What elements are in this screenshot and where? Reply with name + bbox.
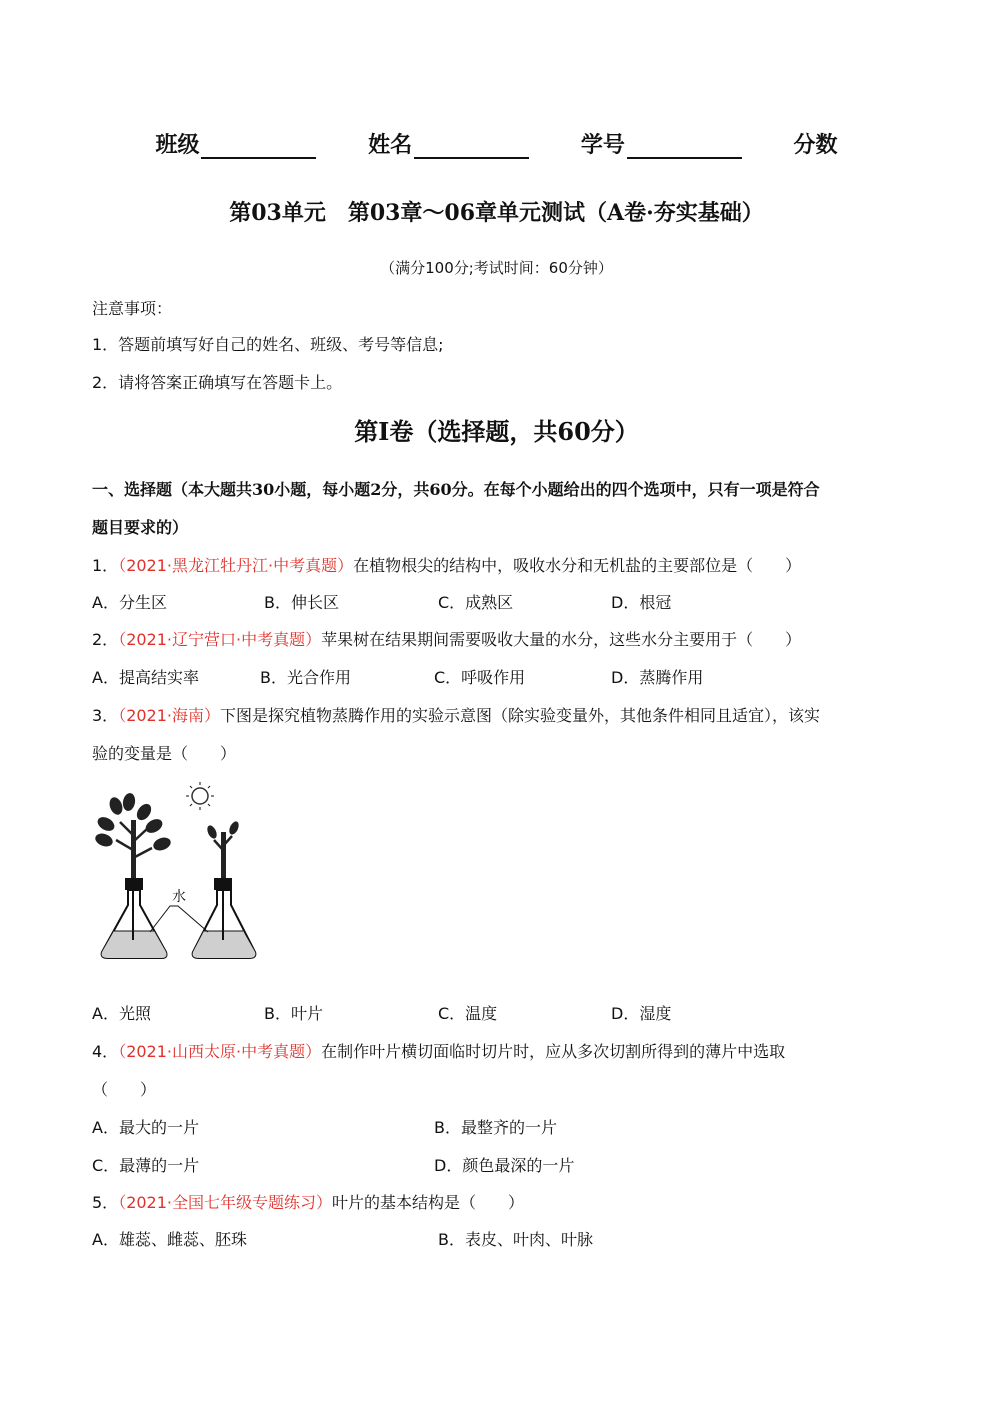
question-source: （2021·黑龙江牡丹江·中考真题） bbox=[118, 556, 354, 575]
id-blank[interactable] bbox=[627, 135, 742, 159]
class-field[interactable]: 班级 bbox=[155, 128, 316, 159]
right-flask bbox=[193, 878, 256, 958]
water-label: 水 bbox=[172, 889, 186, 905]
option[interactable]: C．最薄的一片 bbox=[92, 1156, 200, 1175]
option[interactable]: D．根冠 bbox=[611, 593, 672, 612]
question-4-cont: （ ） bbox=[92, 1080, 157, 1099]
plant-with-leaves bbox=[93, 792, 172, 885]
question-source: （2021·海南） bbox=[118, 706, 220, 725]
option[interactable]: D．颜色最深的一片 bbox=[434, 1156, 575, 1175]
option[interactable]: A．最大的一片 bbox=[92, 1118, 199, 1137]
page-title: 第03单元 第03章～06章单元测试（A卷·夯实基础） bbox=[229, 200, 764, 226]
option[interactable]: A．雄蕊、雌蕊、胚珠 bbox=[92, 1230, 247, 1249]
question-5: 5．（2021·全国七年级专题练习）叶片的基本结构是（ ） bbox=[92, 1193, 525, 1212]
section-title: 第Ⅰ卷（选择题，共60分） bbox=[354, 417, 639, 446]
question-4: 4．（2021·山西太原·中考真题）在制作叶片横切面临时切片时，应从多次切割所得到的薄片中选取 bbox=[92, 1042, 786, 1061]
question-3-cont: 验的变量是（ ） bbox=[92, 744, 237, 763]
option[interactable]: C．成熟区 bbox=[438, 593, 514, 612]
student-info-line bbox=[0, 128, 993, 159]
question-1: 1．（2021·黑龙江牡丹江·中考真题）在植物根尖的结构中，吸收水分和无机盐的主要部位是（ ） bbox=[92, 556, 802, 575]
option[interactable]: B．表皮、叶肉、叶脉 bbox=[438, 1230, 593, 1249]
class-blank[interactable] bbox=[201, 135, 316, 159]
option[interactable]: B．光合作用 bbox=[260, 668, 351, 687]
notes-heading: 注意事项： bbox=[92, 299, 173, 318]
question-3: 3．（2021·海南）下图是探究植物蒸腾作用的实验示意图（除实验变量外，其他条件相同且适宜），该实 bbox=[92, 706, 821, 725]
exam-subtitle: （满分100分;考试时间：60分钟） bbox=[380, 259, 613, 277]
option[interactable]: A．提高结实率 bbox=[92, 668, 199, 687]
question-2: 2．（2021·辽宁营口·中考真题）苹果树在结果期间需要吸收大量的水分，这些水分主要用于（ ） bbox=[92, 630, 802, 649]
sun-icon bbox=[186, 782, 214, 810]
plant-without-leaves bbox=[205, 820, 240, 887]
option[interactable]: B．最整齐的一片 bbox=[434, 1118, 557, 1137]
note-item: 1．答题前填写好自己的姓名、班级、考号等信息; bbox=[92, 335, 444, 354]
option[interactable]: A．光照 bbox=[92, 1004, 151, 1023]
name-field[interactable]: 姓名 bbox=[368, 128, 529, 159]
option[interactable]: D．蒸腾作用 bbox=[611, 668, 704, 687]
question-source: （2021·山西太原·中考真题） bbox=[118, 1042, 322, 1061]
option[interactable]: C．呼吸作用 bbox=[434, 668, 526, 687]
part-instruction-cont: 题目要求的） bbox=[92, 518, 189, 537]
question-source: （2021·全国七年级专题练习） bbox=[118, 1193, 332, 1212]
left-flask bbox=[102, 878, 167, 958]
name-blank[interactable] bbox=[414, 135, 529, 159]
score-field: 分数 bbox=[793, 132, 838, 158]
id-field[interactable]: 学号 bbox=[581, 128, 742, 159]
option[interactable]: A．分生区 bbox=[92, 593, 167, 612]
question-source: （2021·辽宁营口·中考真题） bbox=[118, 630, 322, 649]
transpiration-experiment-figure bbox=[92, 780, 272, 965]
option[interactable]: B．叶片 bbox=[264, 1004, 323, 1023]
note-item: 2．请将答案正确填写在答题卡上。 bbox=[92, 373, 343, 392]
part-instruction: 一、选择题（本大题共30小题，每小题2分，共60分。在每个小题给出的四个选项中，只有一项是符合 bbox=[92, 480, 820, 499]
option[interactable]: D．湿度 bbox=[611, 1004, 672, 1023]
option[interactable]: C．温度 bbox=[438, 1004, 498, 1023]
option[interactable]: B．伸长区 bbox=[264, 593, 339, 612]
